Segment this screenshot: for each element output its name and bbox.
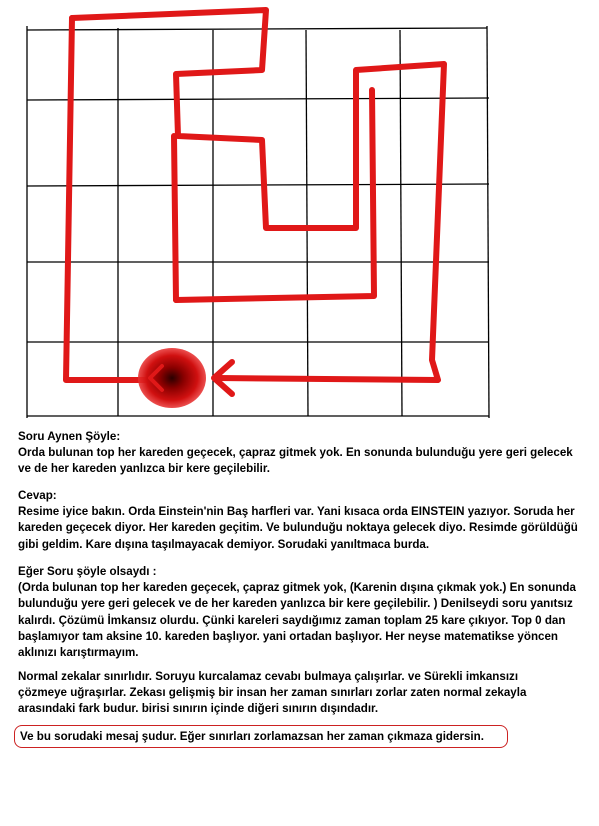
p3-line: bulunduğu yere geri gelecek ve de her kareden yanlızca bir kere geçilebilir. ) Denilseydi soru yanıtsız bbox=[18, 597, 573, 611]
alternative-paragraph bbox=[18, 564, 592, 661]
p2-line: Resime iyice bakın. Orda Einstein'nin Baş harfleri var. Yani kısaca orda EINSTEIN yazıyor. Soruda her bbox=[18, 505, 575, 519]
p1-line: Orda bulunan top her kareden geçecek, çapraz gitmek yok. En sonunda bulunduğu yere geri gelecek bbox=[18, 446, 573, 460]
grid-line-h bbox=[27, 184, 489, 186]
p3-line: (Orda bulunan top her kareden geçecek, çapraz gitmek yok, (Karenin dışına çıkmak yok.) En sonunda bbox=[18, 581, 576, 595]
p3-line: kalırdı. Çözümü İmkansız olurdu. Çünki kareleri saydığımız zaman toplam 25 kare çıkıyor. Top 0 dan bbox=[18, 613, 566, 627]
outer-path bbox=[66, 18, 146, 380]
p5-line: Ve bu sorudaki mesaj şudur. Eğer sınırları zorlamazsan her zaman çıkmaza gidersin. bbox=[20, 730, 484, 743]
grid-line-v bbox=[487, 26, 489, 418]
p2-line: kareden geçecek diyor. Her kareden geçitim. Ve bulunduğu noktaya gelecek diyo. Resimde görüldüğü bbox=[18, 521, 578, 535]
p1-line: Soru Aynen Şöyle: bbox=[18, 430, 121, 443]
grid-lines bbox=[27, 26, 489, 418]
p1-line: ve de her kareden yanlızca bir kere geçilebilir. bbox=[18, 462, 270, 476]
grid-line-v bbox=[306, 30, 308, 416]
p4-line: çözmeye uğraşırlar. Zekası gelişmiş bir insan her zaman sınırları zorlar zaten normal zekayla bbox=[18, 686, 527, 700]
conclusion-paragraph bbox=[18, 669, 592, 718]
p3-line: aklınızı karıştırmayım. bbox=[18, 646, 139, 660]
inner-path bbox=[176, 90, 374, 300]
answer-paragraph bbox=[18, 488, 592, 553]
p3-line: başlamıyor tam aksine 10. kareden başlıyor. yani ortadan başlıyor. Her neyse matematikse yöncen bbox=[18, 629, 559, 643]
p2-line: gibi geldim. Kare dışına taşılmayacak demiyor. Sorudaki yanıltmaca burda. bbox=[18, 537, 430, 551]
inner-path-left bbox=[174, 136, 176, 300]
p3-line: Eğer Soru şöyle olsaydı : bbox=[18, 565, 157, 578]
p4-line: arasındaki fark budur. birisi sınırın içinde diğeri sınırın dışındadır. bbox=[18, 702, 379, 716]
red-path bbox=[72, 10, 444, 380]
grid-line-h bbox=[27, 98, 489, 100]
message-paragraph bbox=[20, 729, 594, 745]
p2-line: Cevap: bbox=[18, 489, 57, 502]
question-paragraph bbox=[18, 429, 592, 478]
grid-line-h bbox=[27, 28, 487, 30]
grid-line-v bbox=[400, 30, 402, 416]
p4-line: Normal zekalar sınırlıdır. Soruyu kurcalamaz cevabı bulmaya çalışırlar. ve Sürekli imkansızı bbox=[18, 670, 519, 683]
